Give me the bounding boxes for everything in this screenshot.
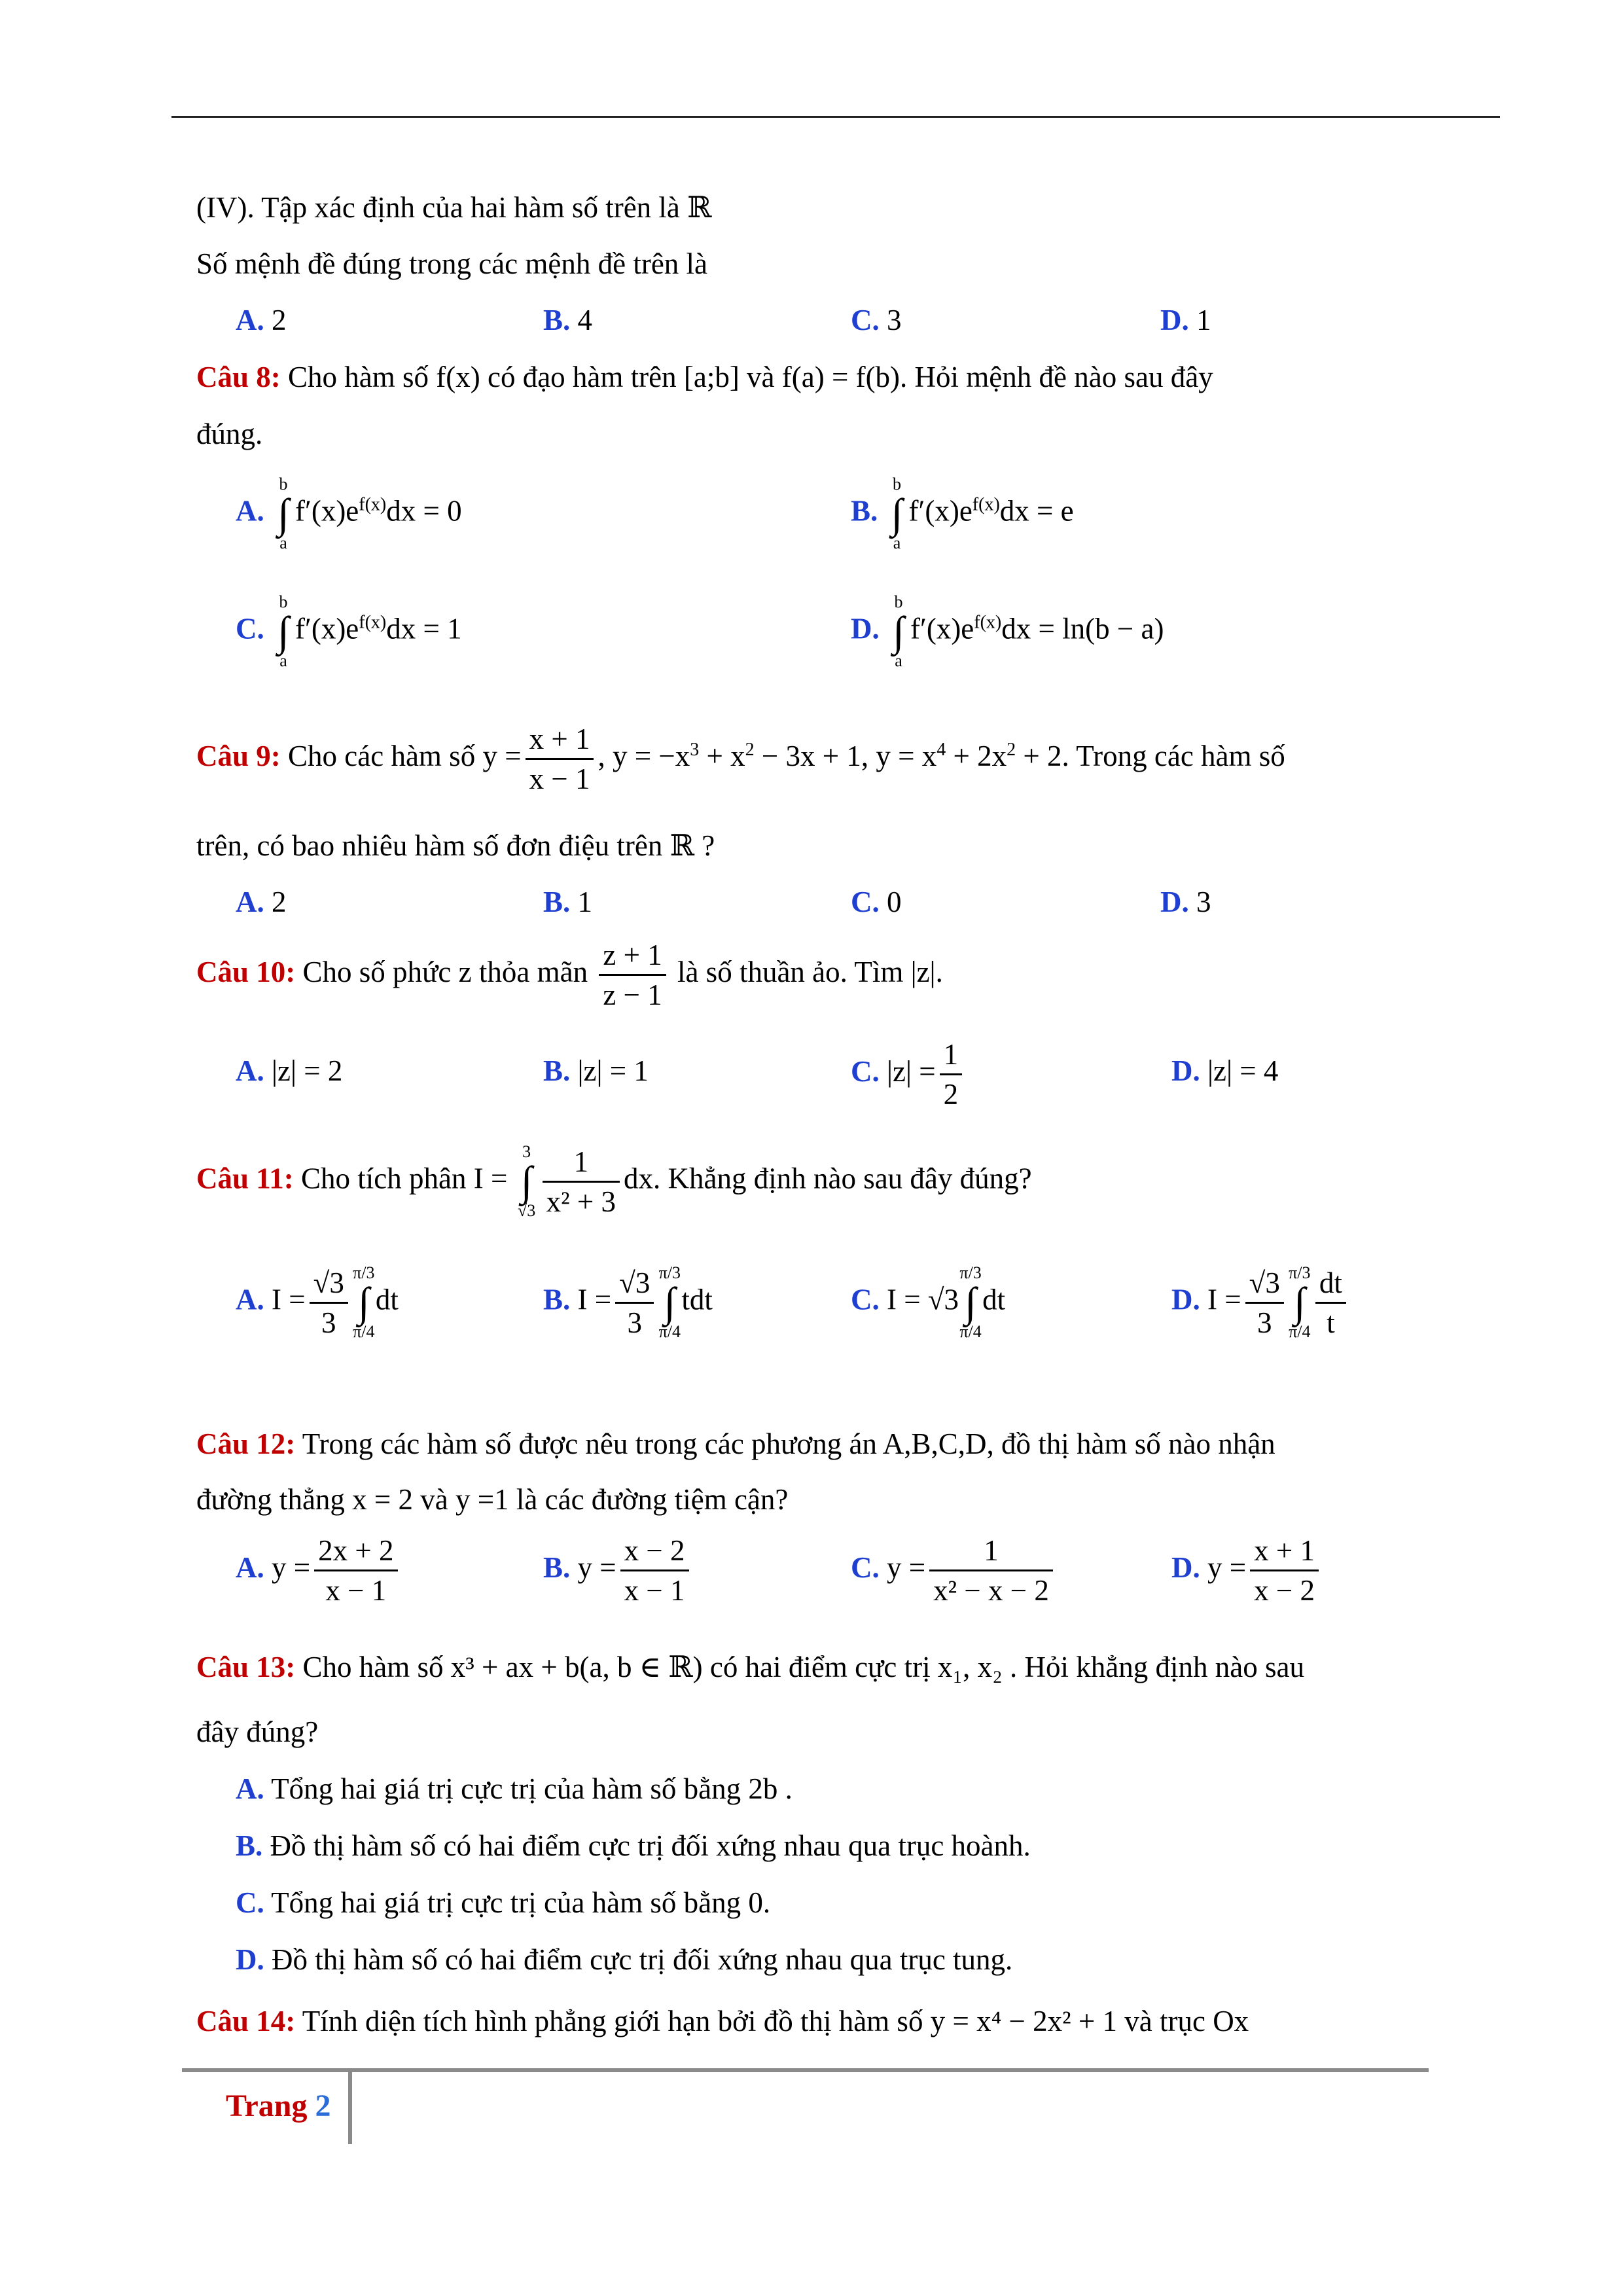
q8-options-row1 — [196, 475, 1440, 579]
page-number: Trang 2 — [226, 2089, 331, 2123]
q7-option-c[interactable]: C. 3 — [851, 304, 902, 336]
q11-option-b[interactable]: B. I = $\frac{√3}{3}$ π/3 ∫ π/4 tdt — [543, 1263, 713, 1341]
q9-options — [196, 885, 1440, 924]
q9-fraction: $\frac{x + 1}{x - 1}$ — [526, 720, 594, 798]
q10-option-a[interactable]: A. |z| = 2 — [236, 1054, 343, 1087]
q8-option-d[interactable]: D. b ∫ a $f'(x)e^{f(x)}dx = \ln(b - a)$ — [851, 592, 1164, 670]
q10-text: Câu 10: Cho số phức z thỏa mãn $\frac{z + 1}{z - 1}$ là số thuần ảo. Tìm |z|. — [196, 936, 943, 1014]
q13-text-line1: Câu 13: Cho hàm số x³ + ax + b(a, b ∈ ℝ) có hai điểm cực trị x₁, x₂ . Hỏi khẳng định nào sau — [196, 1651, 1304, 1683]
q7-options — [196, 303, 1440, 342]
integral-sign: 3 ∫ √3 — [517, 1142, 536, 1220]
q9-label: Câu 9: — [196, 739, 281, 772]
integral-sign: π/3 ∫ π/4 — [658, 1263, 681, 1341]
q8-option-c[interactable]: C. b ∫ a $f'(x)e^{f(x)}dx = 1$ — [236, 592, 462, 670]
q12-option-a[interactable]: A. y = $\frac{2x + 2}{x - 1}$ — [236, 1532, 402, 1609]
q8-text-line2: đúng. — [196, 418, 263, 450]
q13-option-d[interactable]: D. Đồ thị hàm số có hai điểm cực trị đối xứng nhau qua trục tung. — [236, 1943, 1013, 1976]
q8-option-b[interactable]: B. b ∫ a $f'(x)e^{f(x)}dx = e$ — [851, 475, 1074, 552]
q10-options — [196, 1038, 1440, 1132]
q9-option-d[interactable]: D. 3 — [1160, 886, 1211, 918]
q7-option-d[interactable]: D. 1 — [1160, 304, 1211, 336]
q14-text: Câu 14: Tính diện tích hình phẳng giới hạn bởi đồ thị hàm số y = x⁴ − 2x² + 1 và trục Ox — [196, 2005, 1249, 2037]
q7-stmt4-text: (IV). Tập xác định của hai hàm số trên là — [196, 191, 680, 224]
integral-sign: b ∫ a — [277, 475, 289, 552]
q12-text-line2: đường thẳng x = 2 và y =1 là các đường tiệm cận? — [196, 1483, 789, 1516]
integral-sign: π/3 ∫ π/4 — [353, 1263, 375, 1341]
footer-divider — [348, 2072, 352, 2144]
q9-text-line2: trên, có bao nhiêu hàm số đơn điệu trên ℝ ? — [196, 829, 715, 862]
q13-option-a[interactable]: A. Tổng hai giá trị cực trị của hàm số bằng 2b . — [236, 1772, 793, 1805]
q8-option-a[interactable]: A. b ∫ a $f'(x)e^{f(x)}dx = 0$ — [236, 475, 462, 552]
q12-text-line1: Câu 12: Trong các hàm số được nêu trong các phương án A,B,C,D, đồ thị hàm số nào nhận — [196, 1427, 1275, 1460]
q7-option-a[interactable]: A. 2 — [236, 304, 287, 336]
integral-sign: π/3 ∫ π/4 — [1289, 1263, 1311, 1341]
q14-label: Câu 14: — [196, 2005, 296, 2037]
q8-options-row2 — [196, 592, 1440, 697]
header-rule — [171, 116, 1500, 118]
q11-option-d[interactable]: D. I = $\frac{√3}{3}$ π/3 ∫ π/4 $\frac{dt}{t}$ — [1171, 1263, 1350, 1342]
real-set-symbol: ℝ — [669, 829, 695, 862]
integral-sign: π/3 ∫ π/4 — [959, 1263, 982, 1341]
q12-option-c[interactable]: C. y = $\frac{1}{\text{x² − x − 2}}$ — [851, 1532, 1057, 1609]
q7-statement-4 — [196, 190, 712, 224]
q7-option-b[interactable]: B. 4 — [543, 304, 593, 336]
q9-option-a[interactable]: A. 2 — [236, 886, 287, 918]
integral-sign: b ∫ a — [893, 592, 904, 670]
q8-label: Câu 8: — [196, 361, 281, 393]
q13-label: Câu 13: — [196, 1651, 296, 1683]
q12-label: Câu 12: — [196, 1427, 296, 1460]
q12-options — [196, 1532, 1440, 1630]
q10-fraction: $\frac{z + 1}{z - 1}$ — [599, 936, 666, 1014]
q12-option-d[interactable]: D. y = $\frac{x + 1}{x - 2}$ — [1171, 1532, 1323, 1609]
q9-text-line1: Câu 9: Cho các hàm số y = $\frac{x + 1}{x - 1}$ , $y = -x^3 + x^2 - 3x + 1$, $y = x^4 + 2x^2 + 2$. Trong các hàm số — [196, 720, 1285, 798]
q11-fraction: $\frac{1}{\text{x² + 3}}$ — [543, 1143, 620, 1221]
q10-option-d[interactable]: D. |z| = 4 — [1171, 1054, 1279, 1087]
q13-option-b[interactable]: B. Đồ thị hàm số có hai điểm cực trị đối xứng nhau qua trục hoành. — [236, 1829, 1031, 1862]
q9-option-b[interactable]: B. 1 — [543, 886, 593, 918]
q11-label: Câu 11: — [196, 1162, 294, 1195]
footer-rule — [182, 2068, 1429, 2072]
q10-option-c[interactable]: C. |z| = $\frac{1}{2}$ — [851, 1035, 966, 1113]
q8-text-line1: Câu 8: Cho hàm số f(x) có đạo hàm trên [a;b] và f(a) = f(b). Hỏi mệnh đề nào sau đây — [196, 361, 1213, 393]
q7-question: Số mệnh đề đúng trong các mệnh đề trên là — [196, 247, 708, 280]
q13-option-c[interactable]: C. Tổng hai giá trị cực trị của hàm số bằng 0. — [236, 1886, 771, 1919]
q11-option-c[interactable]: C. I = √3 π/3 ∫ π/4 dt — [851, 1263, 1006, 1341]
q11-options — [196, 1263, 1440, 1394]
q13-text-line2: đây đúng? — [196, 1715, 319, 1748]
q11-option-a[interactable]: A. I = $\frac{√3}{3}$ π/3 ∫ π/4 dt — [236, 1263, 399, 1341]
q10-option-b[interactable]: B. |z| = 1 — [543, 1054, 649, 1087]
q9-option-c[interactable]: C. 0 — [851, 886, 902, 918]
q12-option-b[interactable]: B. y = $\frac{x - 2}{x - 1}$ — [543, 1532, 693, 1609]
integral-sign: b ∫ a — [277, 592, 289, 670]
q11-text: Câu 11: Cho tích phân I = 3 ∫ √3 $\frac{1}{\text{x² + 3}}$ dx. Khẳng định nào sau đây đúng? — [196, 1142, 1032, 1220]
real-set-symbol: ℝ — [687, 191, 712, 224]
integral-sign: b ∫ a — [891, 475, 903, 552]
q10-label: Câu 10: — [196, 955, 296, 988]
